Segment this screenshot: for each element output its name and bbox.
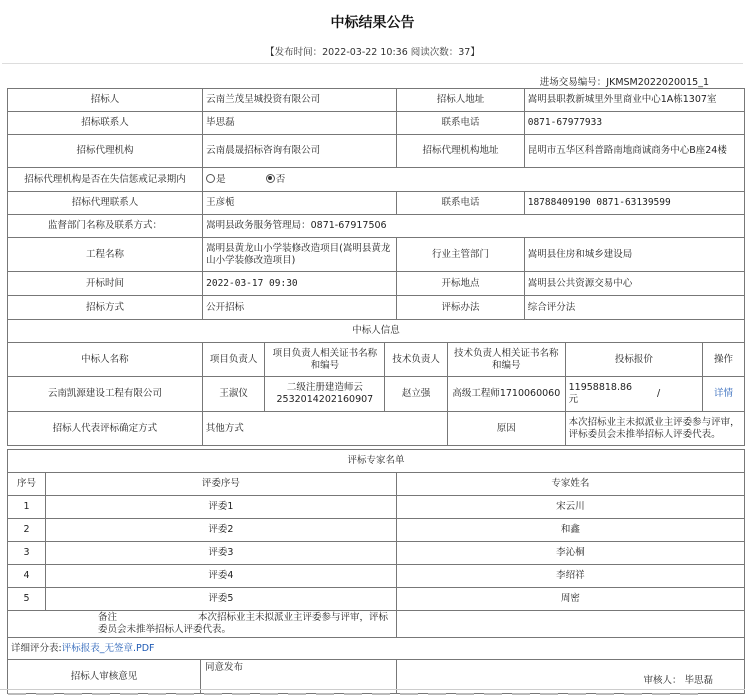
reason-value: 本次招标业主未拟派业主评委参与评审，评标委员会未推举招标人评委代表。 — [565, 412, 744, 446]
tenderer-label: 招标人 — [8, 89, 203, 112]
credit-no-radio[interactable] — [266, 174, 275, 183]
winner-header-action: 操作 — [703, 343, 745, 377]
expert-seq: 评委5 — [45, 588, 396, 611]
agency-addr-label: 招标代理机构地址 — [397, 135, 524, 168]
industry-label: 行业主管部门 — [397, 238, 524, 272]
open-place-value: 嵩明县公共资源交易中心 — [524, 272, 744, 296]
eval-label: 评标办法 — [397, 296, 524, 320]
expert-no: 2 — [8, 519, 46, 542]
experts-header-name: 专家姓名 — [396, 473, 744, 496]
winner-table — [7, 319, 745, 446]
row-project — [8, 238, 745, 272]
winner-tech: 赵立强 — [385, 377, 448, 412]
row-agency — [8, 135, 745, 168]
winner-header-row — [8, 343, 745, 377]
reason-label: 原因 — [447, 412, 565, 446]
credit-options — [203, 168, 745, 192]
remark-empty — [396, 611, 744, 638]
experts-section-title: 评标专家名单 — [8, 450, 745, 473]
winner-pm-cert: 二级注册建造师云2532014202160907 — [265, 377, 385, 412]
winner-row — [8, 377, 745, 412]
contact-value: 毕思磊 — [203, 112, 397, 135]
winner-header-tech-cert: 技术负责人相关证书名称和编号 — [447, 343, 565, 377]
expert-name: 和鑫 — [396, 519, 744, 542]
agency-contact-value: 王彦栀 — [203, 192, 397, 215]
experts-section-row — [8, 450, 745, 473]
row-tenderer — [8, 89, 745, 112]
expert-seq: 评委4 — [45, 565, 396, 588]
credit-label: 招标代理机构是否在失信惩戒记录期内 — [8, 168, 203, 192]
trade-code: 进场交易编号：JKMSM2022020015_1 — [539, 77, 709, 88]
expert-seq: 评委3 — [45, 542, 396, 565]
detail-file-link[interactable]: 评标报表_无签章.PDF — [61, 642, 155, 654]
supervisor-label: 监督部门名称及联系方式： — [8, 215, 203, 238]
expert-name: 李沁桐 — [396, 542, 744, 565]
winner-price: 11958818.86元 — [568, 382, 633, 405]
expert-no: 5 — [8, 588, 46, 611]
review-label: 招标人审核意见 — [8, 660, 201, 693]
project-label: 工程名称 — [8, 238, 203, 272]
phone-value: 0871-67977933 — [524, 112, 744, 135]
review-value: 同意发布 — [205, 662, 244, 673]
experts-header-seq: 评委序号 — [45, 473, 396, 496]
detail-cell — [8, 638, 745, 660]
rep-row — [8, 412, 745, 446]
remark-row — [8, 611, 745, 638]
table-row — [8, 519, 745, 542]
winner-price-cell — [565, 377, 703, 412]
remark-label: 备注 — [98, 612, 118, 623]
row-method — [8, 296, 745, 320]
expert-name: 周密 — [396, 588, 744, 611]
winner-header-pm: 项目负责人 — [202, 343, 265, 377]
tenderer-addr-label: 招标人地址 — [397, 89, 524, 112]
row-supervisor — [8, 215, 745, 238]
winner-price-slash: / — [657, 388, 661, 399]
agency-contact-label: 招标代理联系人 — [8, 192, 203, 215]
winner-header-pm-cert: 项目负责人相关证书名称和编号 — [265, 343, 385, 377]
expert-no: 4 — [8, 565, 46, 588]
table-row — [8, 542, 745, 565]
tender-info-table — [7, 88, 745, 320]
winner-header-price: 投标报价 — [565, 343, 703, 377]
open-time-label: 开标时间 — [8, 272, 203, 296]
expert-seq: 评委2 — [45, 519, 396, 542]
expert-no: 3 — [8, 542, 46, 565]
tenderer-value: 云南兰茂呈城投资有限公司 — [203, 89, 397, 112]
winner-pm: 王淑仪 — [202, 377, 265, 412]
tenderer-addr-value: 嵩明县职教新城里外里商业中心1A栋1307室 — [524, 89, 744, 112]
agency-label: 招标代理机构 — [8, 135, 203, 168]
credit-yes-radio[interactable] — [206, 174, 215, 183]
winner-tech-cert: 高级工程师1710060060 — [447, 377, 565, 412]
agency-addr-value: 昆明市五华区科普路南地商诚商务中心B座24楼 — [524, 135, 744, 168]
credit-no-label: 否 — [275, 173, 286, 185]
winner-name: 云南凯源建设工程有限公司 — [8, 377, 203, 412]
remark-cell — [8, 611, 397, 638]
reviewer: 审核人： 毕思磊 — [643, 674, 713, 686]
detail-row — [8, 638, 745, 660]
supervisor-value: 嵩明县政务服务管理局：0871-67917506 — [203, 215, 745, 238]
agency-phone-value: 18788409190 0871-63139599 — [524, 192, 744, 215]
winner-section-row — [8, 320, 745, 343]
phone-label: 联系电话 — [397, 112, 524, 135]
method-label: 招标方式 — [8, 296, 203, 320]
method-value: 公开招标 — [203, 296, 397, 320]
experts-header-no: 序号 — [8, 473, 46, 496]
winner-detail-link[interactable]: 详情 — [714, 388, 734, 399]
agency-value: 云南晨晟招标咨询有限公司 — [203, 135, 397, 168]
row-open-time — [8, 272, 745, 296]
row-contact — [8, 112, 745, 135]
expert-no: 1 — [8, 496, 46, 519]
eval-value: 综合评分法 — [524, 296, 744, 320]
row-credit — [8, 168, 745, 192]
industry-value: 嵩明县住房和城乡建设局 — [524, 238, 744, 272]
open-place-label: 开标地点 — [397, 272, 524, 296]
expert-name: 宋云川 — [396, 496, 744, 519]
rep-value: 其他方式 — [202, 412, 447, 446]
remark-value: 本次招标业主未拟派业主评委参与评审，评标委员会未推举招标人评委代表。 — [98, 612, 389, 635]
expert-name: 李绍祥 — [396, 565, 744, 588]
detail-label: 详细评分表: — [11, 642, 62, 654]
credit-yes-label: 是 — [216, 173, 226, 185]
experts-table — [7, 449, 745, 694]
table-row — [8, 565, 745, 588]
row-agency-contact — [8, 192, 745, 215]
expert-seq: 评委1 — [45, 496, 396, 519]
page-title: 中标结果公告 — [330, 15, 415, 31]
contact-label: 招标联系人 — [8, 112, 203, 135]
table-row — [8, 588, 745, 611]
project-value: 嵩明县黄龙山小学装修改造项目(嵩明县黄龙山小学装修改造项目) — [203, 238, 397, 272]
rep-label: 招标人代表评标确定方式 — [8, 412, 203, 446]
agency-phone-label: 联系电话 — [397, 192, 524, 215]
header-divider — [2, 63, 743, 64]
winner-detail-link-cell[interactable] — [703, 377, 745, 412]
table-row — [8, 496, 745, 519]
experts-header-row — [8, 473, 745, 496]
publish-meta: 【发布时间：2022-03-22 10:36 阅读次数：37】 — [265, 47, 480, 58]
open-time-value: 2022-03-17 09:30 — [203, 272, 397, 296]
winner-header-tech: 技术负责人 — [385, 343, 448, 377]
winner-header-name: 中标人名称 — [8, 343, 203, 377]
winner-section-title: 中标人信息 — [8, 320, 745, 343]
